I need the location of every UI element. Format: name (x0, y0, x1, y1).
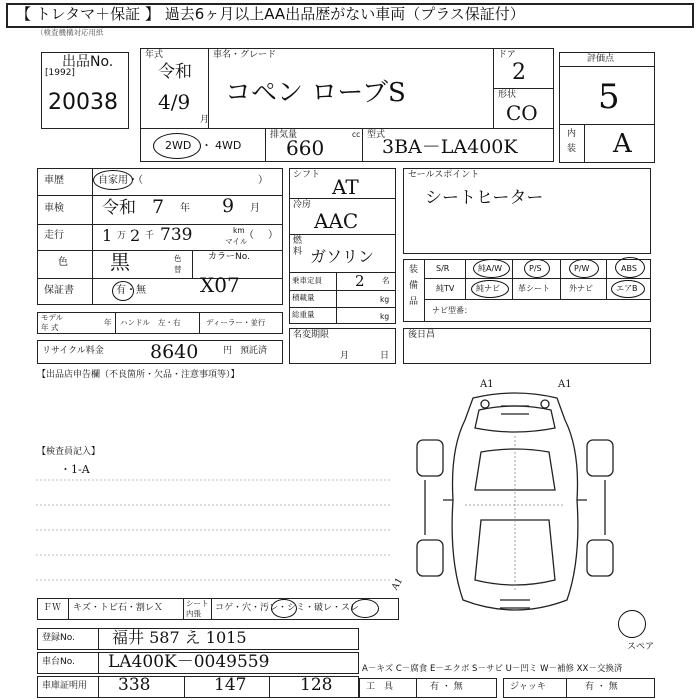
year-unit: 月 (200, 115, 210, 125)
equip-airbag: エアB (616, 284, 638, 293)
registration-label: 登録No. (42, 633, 75, 643)
model-value: 3BA－LA400K (382, 136, 518, 158)
seat-label-2: 内張 (186, 609, 201, 618)
fw-items: キズ・トビ石・割レＸ (73, 603, 163, 613)
equip-abs: ABS (621, 264, 637, 273)
load-unit: kg (380, 295, 390, 304)
mileage-label: 走行 (44, 230, 64, 241)
sales-point-value: シートヒーター (425, 188, 544, 208)
cert-value-3: 128 (300, 675, 333, 695)
inspector-text: ・1-A (60, 463, 90, 476)
grade-label: 評価点 (587, 54, 615, 64)
inspector-label: 【検査員記入】 (37, 447, 101, 457)
interior-grade: A (613, 129, 632, 159)
equip-tv: 純TV (436, 284, 455, 293)
model-year-unit: 年 (104, 318, 112, 327)
equipment-label-3: 品 (409, 297, 419, 307)
mileage-rest: 739 (160, 225, 193, 245)
aircon-value: AAC (314, 209, 359, 233)
recycle-label: リサイクル料金 (42, 346, 104, 356)
interior-label-1: 内 (567, 129, 577, 139)
cert-value-2: 147 (214, 675, 247, 695)
equip-leather: 革シート (518, 284, 550, 293)
jack-label: ジャッキ (510, 682, 546, 692)
mileage-thousands-unit: 千 (145, 231, 155, 241)
sales-point-label: セールスポイント (408, 170, 480, 180)
color-code: X07 (200, 273, 240, 297)
notes-box (403, 328, 651, 364)
cert-value-1: 338 (118, 675, 151, 695)
shift-value: AT (332, 175, 359, 199)
name-change-day: 日 (380, 351, 390, 361)
load-label: 積載量 (292, 293, 315, 302)
lot-number: 20038 (48, 90, 118, 115)
drive-4wd: 4WD (215, 139, 242, 152)
seat-items: コゲ・穴・汚レ・シミ・破レ・スレ (215, 603, 360, 613)
fuel-label-1: 燃 (293, 236, 303, 246)
gross-label: 総重量 (292, 310, 315, 319)
shape-value: CO (506, 101, 538, 125)
shift-label: シフト (293, 170, 321, 180)
seat-label-1: シート (186, 599, 209, 608)
fw-label: ＦＷ (43, 603, 62, 613)
equip-pw: P/W (574, 264, 590, 273)
history-close: ） (258, 175, 268, 186)
model-year-label-1: モデル (41, 313, 64, 322)
spare-label: スペア (627, 642, 655, 652)
stain-circle (271, 599, 297, 618)
vin-value: LA400K－0049559 (108, 652, 270, 672)
grade-score: 5 (598, 77, 620, 117)
dealer-options: ディーラー・並行 (206, 318, 266, 327)
handle-label: ハンドル (120, 318, 150, 327)
displacement-value: 660 (286, 136, 325, 160)
lot-label: 出品No. (62, 54, 114, 70)
handle-options: 左・右 (158, 318, 181, 327)
name-change-unit: 月 (340, 351, 350, 361)
registration-value: 福井 587 え 1015 (112, 628, 247, 647)
name-change-label: 名変期限 (293, 330, 330, 340)
damage-mark-front-right: A1 (558, 379, 572, 390)
shape-label: 形状 (498, 90, 517, 100)
inspection-month: 9 (222, 195, 235, 217)
mileage-man: 1 (102, 226, 113, 245)
notes-label: 後日昌 (408, 330, 436, 340)
scuff-circle (351, 599, 379, 618)
aircon-label: 冷房 (293, 200, 312, 210)
cert-label: 車庫証明用 (42, 681, 88, 691)
displacement-unit: cc (352, 130, 361, 139)
damage-legend: A－キズ C－腐食 E－エクボ S－サビ U－凹ミ W－補修 XX－交換済 (362, 664, 623, 674)
drive-separator: ・ (201, 139, 212, 152)
year-label: 年式 (145, 50, 164, 60)
fuel-value: ガソリン (310, 247, 375, 266)
inspection-year: 7 (152, 196, 165, 218)
history-options: 自家用・（ (98, 175, 143, 186)
displacement-label: 排気量 (270, 130, 298, 140)
vin-label: 車台No. (42, 657, 75, 667)
equipment-label-1: 装 (409, 265, 419, 275)
tools-label: 工 具 (366, 682, 394, 692)
recycle-unit: 円 (223, 346, 233, 356)
ps-circle (524, 259, 550, 278)
mileage-paren-open: （ (244, 230, 254, 241)
history-label: 車歴 (44, 175, 64, 186)
capacity-unit: 名 (382, 276, 390, 285)
recycle-value: 8640 (150, 341, 199, 363)
abs-circle (615, 257, 645, 278)
aw-circle (473, 259, 510, 278)
navi-model-label: ナビ型番： (432, 306, 472, 315)
color-code-label: カラーNo. (208, 252, 250, 262)
mileage-unit-km: km (233, 226, 245, 235)
capacity-value: 2 (355, 272, 365, 290)
inspector-lines (30, 455, 400, 595)
model-label: 型式 (367, 130, 386, 140)
seller-notes-label: 【出品店申告欄（不良箇所・欠品・注意事項等）】 (37, 370, 240, 380)
doors-value: 2 (512, 60, 526, 85)
inspection-month-unit: 月 (250, 203, 260, 214)
car-diagram (405, 380, 625, 630)
model-year-label-2: 年 式 (41, 323, 59, 332)
gross-unit: kg (380, 312, 390, 321)
car-name-label: 車名・グレード (213, 50, 277, 60)
color-label: 色 (58, 257, 68, 268)
subnote: （検査機構対応用紙 (36, 28, 104, 37)
recycle-deposit: 預託済 (240, 346, 268, 356)
car-name-value: コペン ローブS (225, 78, 406, 108)
equip-ps: P/S (529, 264, 542, 273)
damage-mark-rear: A1 (390, 576, 406, 593)
mileage-man-unit: 万 (117, 231, 127, 241)
drive-2wd: 2WD (165, 139, 192, 152)
inspection-year-unit: 年 (180, 203, 190, 214)
year-era: 令和 (158, 62, 192, 82)
lot-bracket: [1992] (45, 68, 75, 78)
inspection-era: 令和 (102, 198, 136, 218)
warranty-label: 保証書 (44, 285, 74, 296)
doors-label: ドア (498, 50, 516, 60)
pw-circle (569, 259, 599, 278)
color-value: 黒 (110, 250, 130, 274)
tools-options: 有 ・ 無 (430, 682, 463, 692)
damage-mark-front-left: A1 (480, 379, 494, 390)
jack-options: 有 ・ 無 (585, 682, 618, 692)
color-change-2: 替 (174, 265, 182, 274)
equip-navi: 純ナビ (476, 284, 500, 293)
banner-text: 【 トレタマ＋保証 】 過去6ヶ月以上AA出品歴がない車両（プラス保証付） (16, 5, 525, 23)
equipment-label-2: 備 (409, 281, 419, 291)
interior-label-2: 装 (567, 144, 577, 154)
fuel-label-2: 料 (293, 247, 303, 257)
color-change-1: 色 (174, 254, 182, 263)
sales-point-box (403, 168, 651, 254)
airbag-circle (611, 280, 645, 298)
spare-tire-circle (618, 610, 646, 638)
mileage-thousands: 2 (130, 226, 141, 245)
warranty-options: 有・無 (116, 285, 146, 296)
mileage-unit-mile: マイル (225, 237, 248, 246)
navi-circle (471, 280, 509, 298)
inspection-label: 車検 (44, 203, 64, 214)
equip-aw: 純A/W (478, 264, 503, 273)
equip-ext-navi: 外ナビ (569, 284, 593, 293)
capacity-label: 乗車定員 (292, 276, 322, 285)
equip-sr: S/R (436, 264, 450, 273)
year-value: 4/9 (158, 90, 191, 114)
mileage-paren-close: ） (268, 230, 278, 241)
